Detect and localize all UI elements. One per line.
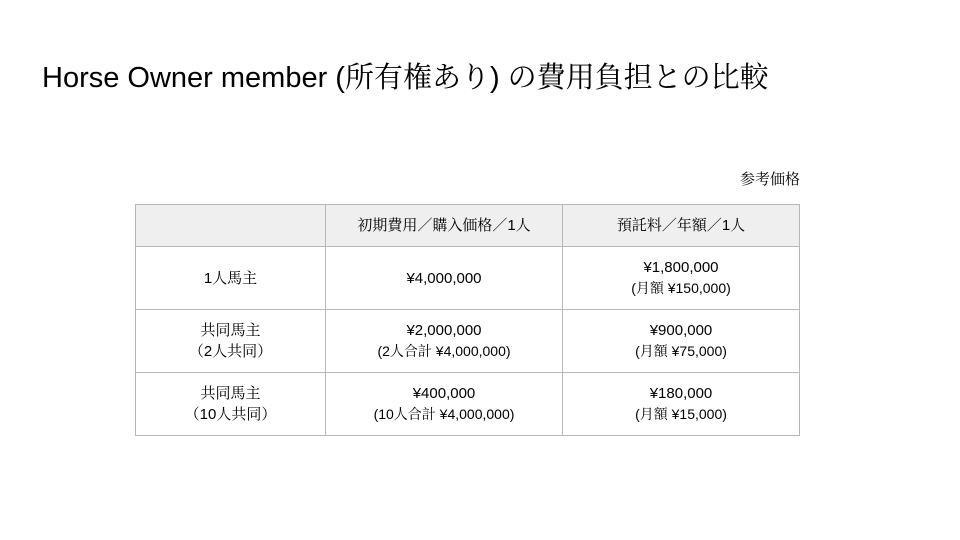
owner-type-cell [136,310,326,373]
annual-fee-cell [563,310,800,373]
initial-cost-cell [326,310,563,373]
header-annual-fee: 預託料／年額／1人 [563,205,800,247]
header-initial-cost: 初期費用／購入価格／1人 [326,205,563,247]
owner-type-label: 共同馬主 [200,322,261,339]
annual-fee-value: ¥180,000 [649,385,713,402]
owner-type-cell [136,373,326,436]
owner-type-cell [136,247,326,310]
annual-fee-cell [563,373,800,436]
annual-fee-value: ¥1,800,000 [643,259,719,276]
annual-fee-value: ¥900,000 [649,322,713,339]
table-row [136,310,800,373]
slide-title: Horse Owner member (所有権あり) の費用負担との比較 [42,62,769,94]
initial-cost-value: ¥4,000,000 [406,269,482,287]
initial-cost-cell [326,373,563,436]
initial-cost-cell [326,247,563,310]
reference-price-label: 参考価格 [740,171,801,188]
initial-cost-value: ¥2,000,000 [406,322,482,339]
annual-fee-cell [563,247,800,310]
table-row [136,373,800,436]
initial-cost-value: ¥400,000 [412,385,476,402]
owner-type-label: 共同馬主 [200,385,261,402]
table-header-row [136,205,800,247]
monthly-fee-note: (月額 ¥75,000) [635,343,727,359]
header-owner-type [136,205,326,247]
cost-comparison-table [135,204,800,436]
owner-type-detail: （2人共同） [188,343,273,360]
initial-cost-total-note: (10人合計 ¥4,000,000) [373,406,515,422]
initial-cost-total-note: (2人合計 ¥4,000,000) [377,343,511,359]
table-row [136,247,800,310]
monthly-fee-note: (月額 ¥15,000) [635,406,727,422]
owner-type-detail: （10人共同） [184,406,277,423]
monthly-fee-note: (月額 ¥150,000) [631,280,731,296]
owner-type-label: 1人馬主 [203,269,258,287]
